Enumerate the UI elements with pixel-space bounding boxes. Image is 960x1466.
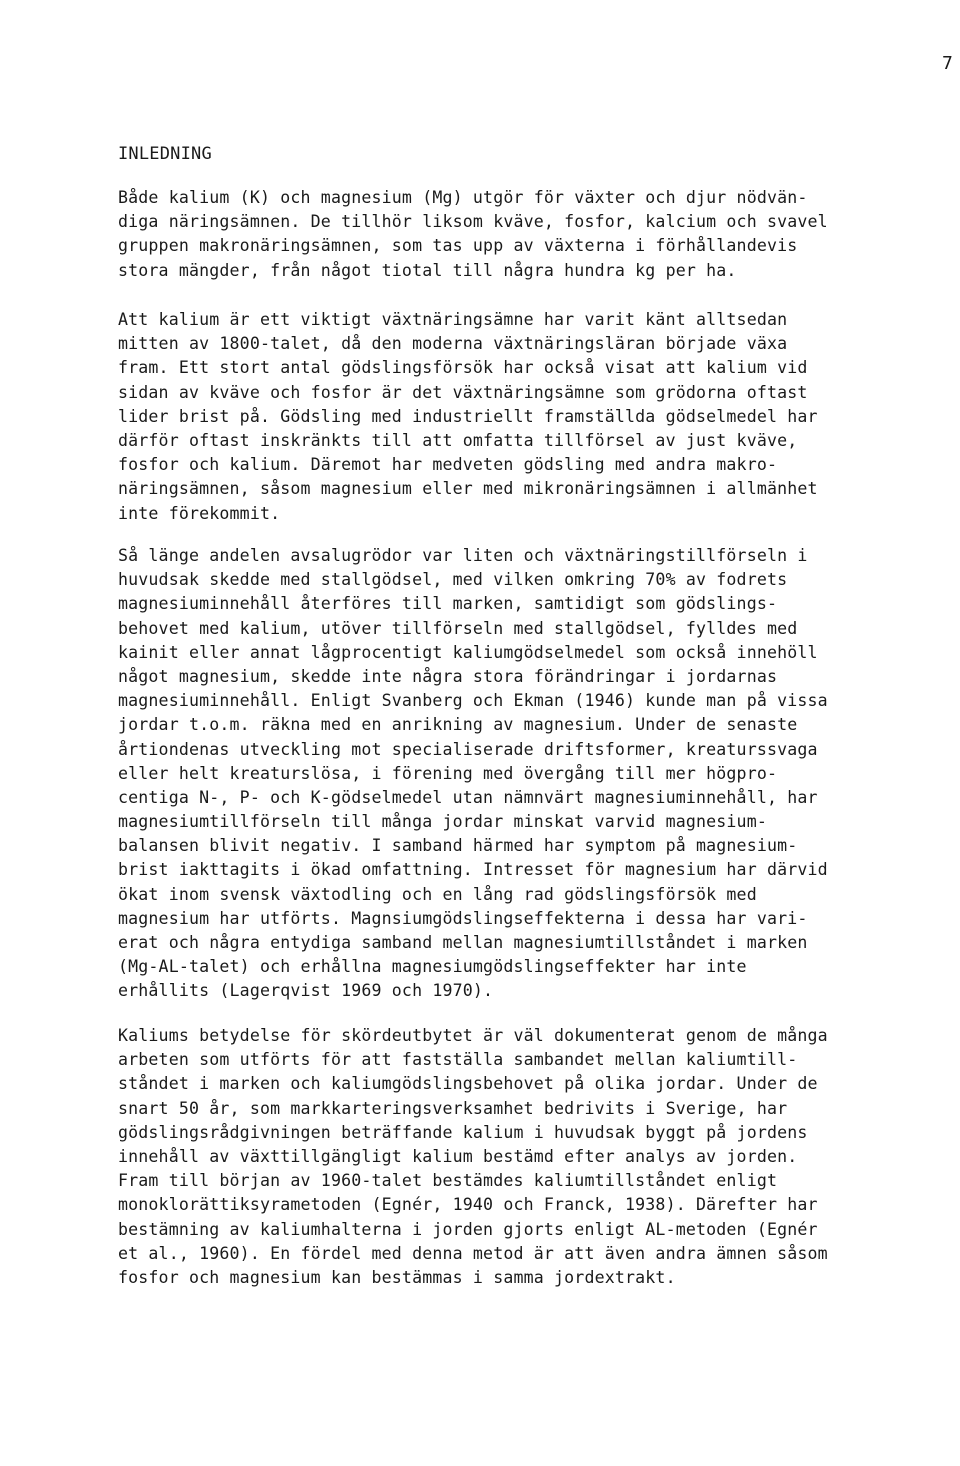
text-line: erhållits (Lagerqvist 1969 och 1970). [118, 981, 494, 1001]
paragraph-kalium-analysis [118, 1024, 958, 1290]
text-line: monoklorättiksyrametoden (Egnér, 1940 och Franck, 1938). Därefter har [118, 1195, 818, 1215]
text-line: näringsämnen, såsom magnesium eller med mikronäringsämnen i allmänhet [118, 479, 818, 499]
text-line: därför oftast inskränkts till att omfatta tillförsel av just kväve, [118, 430, 798, 450]
text-line: magnesium har utförts. Magnsiumgödslingseffekterna i dessa har vari- [118, 908, 808, 928]
text-line: brist iakttagits i ökad omfattning. Intresset för magnesium har därvid [118, 860, 828, 880]
text-line: kainit eller annat lågprocentigt kaliumgödselmedel som också innehöll [118, 642, 818, 662]
text-line: årtiondenas utveckling mot specialiserade driftsformer, kreaturssvaga [118, 739, 818, 759]
text-line: inte förekommit. [118, 503, 281, 523]
text-line: fram. Ett stort antal gödslingsförsök har också visat att kalium vid [118, 358, 808, 378]
text-line: snart 50 år, som markkarteringsverksamhet bedrivits i Sverige, har [118, 1098, 788, 1118]
paragraph-intro [118, 186, 958, 283]
text-line: Att kalium är ett viktigt växtnäringsämne har varit känt alltsedan [118, 310, 788, 329]
text-line: gödslingsrådgivningen beträffande kalium i huvudsak byggt på jordens [118, 1122, 808, 1142]
text-line: bestämning av kaliumhalterna i jorden gjorts enligt AL-metoden (Egnér [118, 1219, 818, 1239]
text-line: eller helt kreaturslösa, i förening med övergång till mer högpro- [118, 763, 778, 783]
text-line: (Mg-AL-talet) och erhållna magnesiumgödslingseffekter har inte [118, 957, 747, 977]
text-line: ökat inom svensk växtodling och en lång rad gödslingsförsök med [118, 884, 757, 904]
section-heading: INLEDNING [118, 144, 212, 164]
text-line: jordar t.o.m. räkna med en anrikning av magnesium. Under de senaste [118, 715, 798, 735]
text-line: fosfor och kalium. Däremot har medveten gödsling med andra makro- [118, 455, 778, 475]
text-line: et al., 1960). En fördel med denna metod är att även andra ämnen såsom [118, 1243, 828, 1263]
text-line: gruppen makronäringsämnen, som tas upp av växterna i förhållandevis [118, 236, 798, 256]
text-line: ståndet i marken och kaliumgödslingsbehovet på olika jordar. Under de [118, 1074, 818, 1094]
text-line: innehåll av växttillgängligt kalium bestämd efter analys av jorden. [118, 1146, 798, 1166]
text-line: Fram till början av 1960-talet bestämdes kaliumtillståndet enligt [118, 1171, 778, 1191]
text-line: centiga N-, P- och K-gödselmedel utan nämnvärt magnesiuminnehåll, har [118, 787, 818, 807]
page-number: 7 [942, 53, 953, 74]
text-line: behovet med kalium, utöver tillförseln med stallgödsel, fylldes med [118, 618, 798, 638]
text-line: Så länge andelen avsalugrödor var liten och växtnäringstillförseln i [118, 546, 808, 565]
text-line: diga näringsämnen. De tillhör liksom kväve, fosfor, kalcium och svavel [118, 212, 828, 232]
text-line: Kaliums betydelse för skördeutbytet är väl dokumenterat genom de många [118, 1026, 828, 1045]
text-line: Både kalium (K) och magnesium (Mg) utgör för växter och djur nödvän- [118, 188, 808, 207]
paragraph-kalium-history [118, 308, 958, 526]
text-line: arbeten som utförts för att fastställa sambandet mellan kaliumtill- [118, 1050, 798, 1070]
text-line: sidan av kväve och fosfor är det växtnäringsämne som grödorna oftast [118, 382, 808, 402]
text-line: magnesiumtillförseln till många jordar minskat varvid magnesium- [118, 812, 767, 832]
text-line: magnesiuminnehåll återföres till marken, samtidigt som gödslings- [118, 594, 778, 614]
text-line: fosfor och magnesium kan bestämmas i samma jordextrakt. [118, 1267, 676, 1287]
text-line: mitten av 1800-talet, då den moderna växtnäringsläran började växa [118, 334, 788, 354]
text-line: stora mängder, från något tiotal till några hundra kg per ha. [118, 260, 737, 280]
text-line: magnesiuminnehåll. Enligt Svanberg och Ekman (1946) kunde man på vissa [118, 691, 828, 711]
paragraph-magnesium [118, 544, 958, 1004]
text-line: balansen blivit negativ. I samband härmed har symptom på magnesium- [118, 836, 798, 856]
text-line: erat och några entydiga samband mellan magnesiumtillståndet i marken [118, 933, 808, 952]
text-line: lider brist på. Gödsling med industriellt framställda gödselmedel har [118, 406, 818, 426]
text-line: något magnesium, skedde inte några stora förändringar i jordarnas [118, 666, 778, 686]
text-line: huvudsak skedde med stallgödsel, med vilken omkring 70% av fodrets [118, 570, 788, 590]
